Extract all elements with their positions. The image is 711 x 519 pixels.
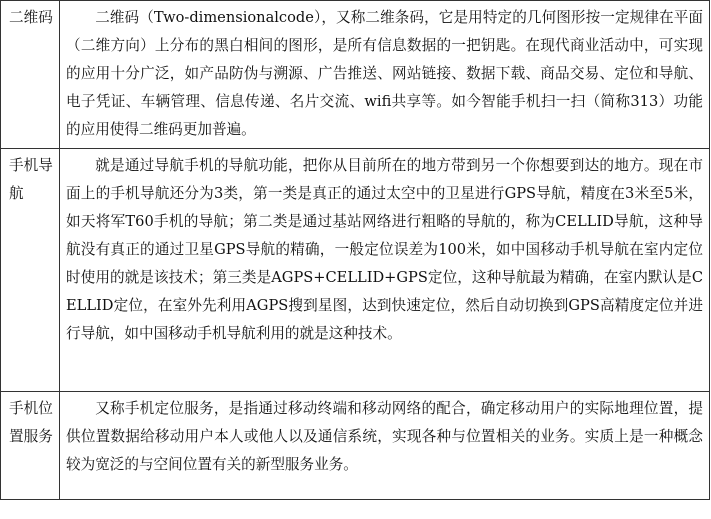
description-cell: 二维码（Two-dimensionalcode），又称二维条码，它是用特定的几何图形按一定规律在平面（二维方向）上分布的黑白相间的图形，是所有信息数据的一把钥匙。在现代商业活动中，可实现的应用十分广泛，如产品防伪与溯源、广告推送、网站链接、数据下载、商品交易、定位和导航、电子凭证、车辆管理、信息传递、名片交流、wifi共享等。如今智能手机扫一扫（简称313）功能的应用使得二维码更加普遍。 bbox=[60, 1, 710, 149]
table-row bbox=[1, 1, 710, 149]
table-row bbox=[1, 149, 710, 392]
description-cell: 就是通过导航手机的导航功能，把你从目前所在的地方带到另一个你想要到达的地方。现在市面上的手机导航还分为3类，第一类是真正的通过太空中的卫星进行GPS导航，精度在3米至5米，如天将军T60手机的导航；第二类是通过基站网络进行粗略的导航的，称为CELLID导航，这种导航没有真正的通过卫星GPS导航的精确，一般定位误差为100米，如中国移动手机导航在室内定位时使用的就是该技术；第三类是AGPS+CELLID+GPS定位，这种导航最为精确，在室内默认是CELLID定位，在室外先利用AGPS搜到星图，达到快速定位，然后自动切换到GPS高精度定位并进行导航，如中国移动手机导航利用的就是这种技术。 bbox=[60, 149, 710, 392]
term-cell: 二维码 bbox=[1, 1, 60, 149]
term-cell: 手机位置服务 bbox=[1, 392, 60, 500]
term-cell: 手机导航 bbox=[1, 149, 60, 392]
description-cell: 又称手机定位服务，是指通过移动终端和移动网络的配合，确定移动用户的实际地理位置，提供位置数据给移动用户本人或他人以及通信系统，实现各种与位置相关的业务。实质上是一种概念较为宽泛的与空间位置有关的新型服务业务。 bbox=[60, 392, 710, 500]
table-row bbox=[1, 392, 710, 500]
